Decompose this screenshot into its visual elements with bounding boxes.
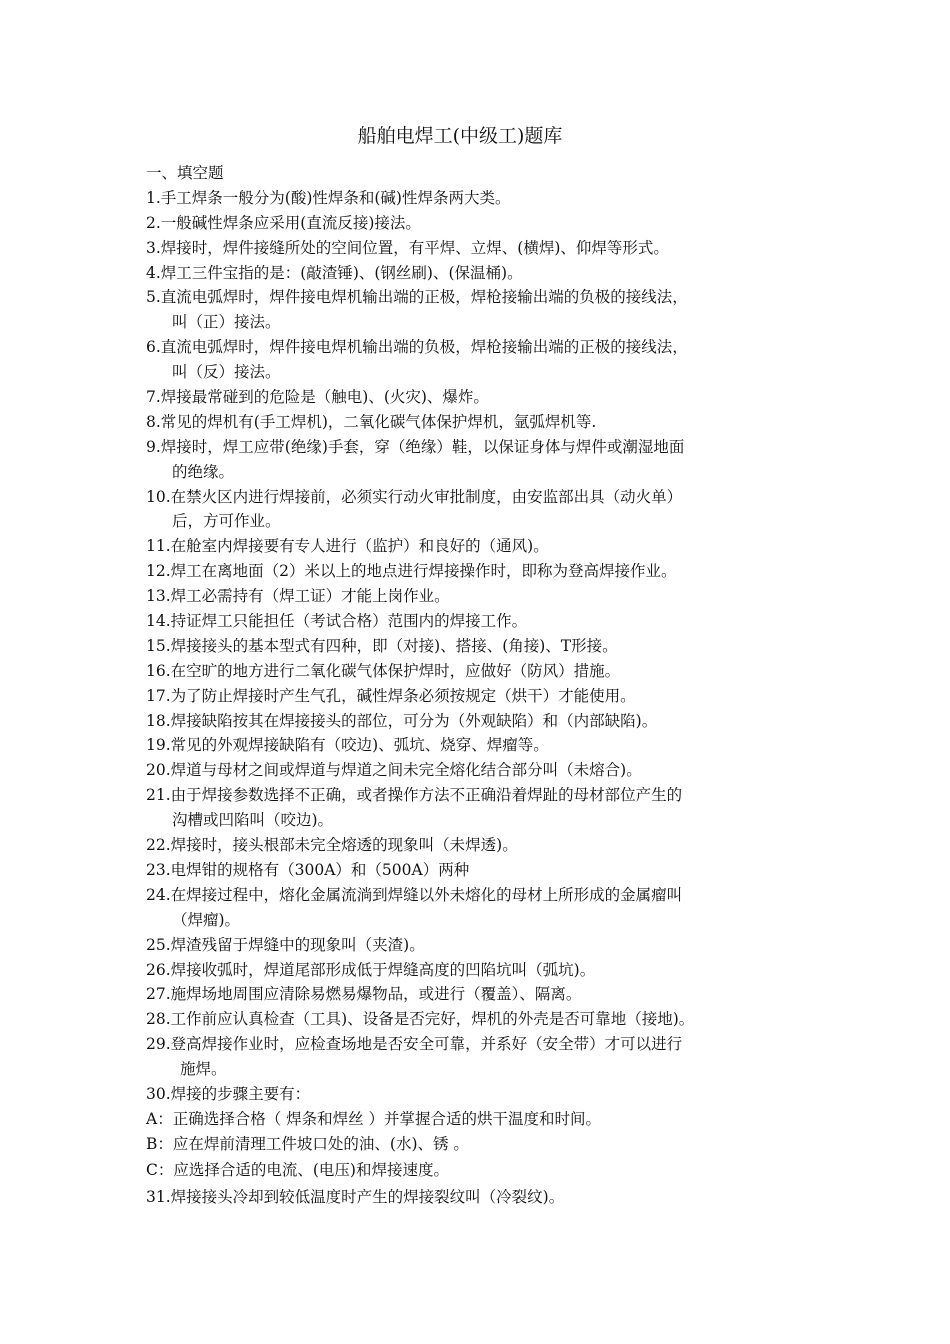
question-line: 24.在焊接过程中，熔化金属流淌到焊缝以外未熔化的母材上所形成的金属瘤叫	[146, 885, 683, 904]
question-line: 6.直流电弧焊时，焊件接电焊机输出端的负极，焊枪接输出端的正极的接线法，	[146, 338, 688, 357]
question-line: 13.焊工必需持有（焊工证）才能上岗作业。	[146, 587, 450, 606]
question-line: 26.焊接收弧时，焊道尾部形成低于焊缝高度的凹陷坑叫（弧坑)。	[146, 960, 596, 979]
question-line: 30.焊接的步骤主要有：	[146, 1084, 311, 1103]
question-line: 18.焊接缺陷按其在焊接接头的部位，可分为（外观缺陷）和（内部缺陷)。	[146, 711, 658, 730]
question-line: 8.常见的焊机有(手工焊机)，二氧化碳气体保护焊机，氩弧焊机等.	[146, 412, 597, 431]
step-line: C：应选择合适的电流、(电压)和焊接速度。	[146, 1160, 449, 1179]
question-line: 11.在舱室内焊接要有专人进行（监护）和良好的（通风)。	[146, 537, 549, 556]
question-line: 17.为了防止焊接时产生气孔，碱性焊条必须按规定（烘干）才能使用。	[146, 686, 636, 705]
question-continuation: 沟槽或凹陷叫（咬边)。	[172, 811, 334, 830]
question-line: 16.在空旷的地方进行二氧化碳气体保护焊时，应做好（防风）措施。	[146, 661, 621, 680]
question-line: 27.施焊场地周围应清除易燃易爆物品，或进行（覆盖）、隔离。	[146, 985, 582, 1004]
question-list	[146, 161, 811, 1211]
question-line: 4.焊工三件宝指的是：(敲渣锤)、(钢丝刷)、(保温桶)。	[146, 263, 523, 282]
question-line: 3.焊接时，焊件接缝所处的空间位置，有平焊、立焊、(横焊)、仰焊等形式。	[146, 238, 669, 257]
step-line: A：正确选择合格（ 焊条和焊丝 ）并掌握合适的烘干温度和时间。	[146, 1109, 602, 1128]
question-line: 14.持证焊工只能担任（考试合格）范围内的焊接工作。	[146, 612, 528, 631]
step-line: B：应在焊前清理工件坡口处的油、(水)、锈 。	[146, 1134, 469, 1153]
section-heading: 一、填空题	[146, 164, 224, 182]
question-continuation: （焊瘤)。	[172, 910, 241, 929]
question-line: 23.电焊钳的规格有（300A）和（500A）两种	[146, 860, 470, 879]
question-line: 9.焊接时，焊工应带(绝缘)手套，穿（绝缘）鞋，以保证身体与焊件或潮湿地面	[146, 437, 685, 456]
question-continuation: 后，方可作业。	[172, 512, 281, 531]
question-line: 21.由于焊接参数选择不正确，或者操作方法不正确沿着焊趾的母材部位产生的	[146, 786, 683, 805]
question-continuation: 施焊。	[180, 1060, 227, 1079]
question-line: 12.焊工在离地面（2）米以上的地点进行焊接操作时，即称为登高焊接作业。	[146, 562, 677, 581]
question-line: 19.常见的外观焊接缺陷有（咬边)、弧坑、烧穿、焊瘤等。	[146, 736, 549, 755]
question-line: 29.登高焊接作业时，应检查场地是否安全可靠，并系好（安全带）才可以进行	[146, 1035, 683, 1054]
question-line: 5.直流电弧焊时，焊件接电焊机输出端的正极，焊枪接输出端的负极的接线法，	[146, 288, 688, 307]
question-line: 1.手工焊条一般分为(酸)性焊条和(碱)性焊条两大类。	[146, 188, 511, 207]
question-line: 15.焊接接头的基本型式有四种，即（对接)、搭接、(角接)、T形接。	[146, 636, 618, 655]
question-line: 20.焊道与母材之间或焊道与焊道之间未完全熔化结合部分叫（未熔合)。	[146, 761, 642, 780]
document-title: 船舶电焊工(中级工)题库	[357, 125, 563, 147]
question-line: 31.焊接接头冷却到较低温度时产生的焊接裂纹叫（冷裂纹)。	[146, 1187, 565, 1206]
question-continuation: 叫（正）接法。	[172, 313, 281, 332]
question-line: 25.焊渣残留于焊缝中的现象叫（夹渣)。	[146, 935, 425, 954]
question-line: 22.焊接时，接头根部未完全熔透的现象叫（未焊透)。	[146, 836, 518, 855]
question-line: 10.在禁火区内进行焊接前，必须实行动火审批制度，由安监部出具（动火单）	[146, 487, 683, 506]
question-line: 2.一般碱性焊条应采用(直流反接)接法。	[146, 213, 421, 232]
question-line: 28.工作前应认真检查（工具)、设备是否完好，焊机的外壳是否可靠地（接地)。	[146, 1010, 695, 1029]
question-continuation: 叫（反）接法。	[172, 363, 281, 382]
question-continuation: 的绝缘。	[172, 462, 235, 481]
question-line: 7.焊接最常碰到的危险是（触电)、(火灾)、爆炸。	[146, 388, 489, 407]
